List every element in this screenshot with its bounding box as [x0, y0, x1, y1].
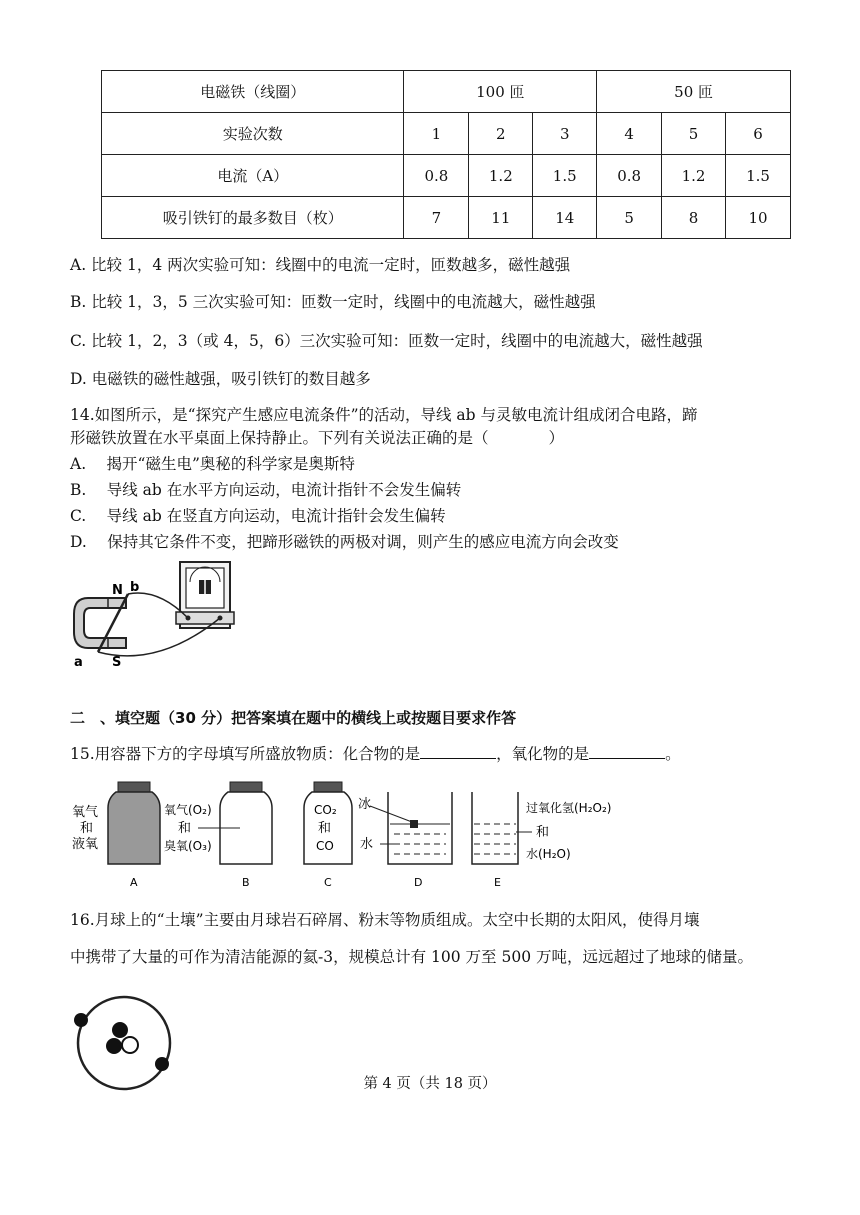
answer-blank — [420, 744, 496, 759]
horseshoe-magnet-icon — [74, 598, 126, 648]
container-c-label-1: CO₂ — [314, 803, 337, 817]
table-cell: 1.2 — [662, 155, 726, 197]
q15-prefix: 15.用容器下方的字母填写所盛放物质：化合物的是 — [70, 745, 421, 763]
container-d-label-2: 水 — [360, 837, 374, 852]
q16-line1: 16.月球上的“土壤”主要由月球岩石碎屑、粉末等物质组成。太空中长期的太阳风，使得月壤 — [70, 911, 700, 929]
q13-option-d: D. 电磁铁的磁性越强，吸引铁钉的数目越多 — [70, 370, 371, 388]
q14-stem-prefix: 形磁铁放置在水平桌面上保持静止。下列有关说法正确的是（ — [70, 429, 489, 447]
table-cell: 11 — [469, 197, 533, 239]
container-c-label-3: CO — [316, 839, 334, 853]
container-c-letter: C — [324, 876, 332, 889]
table-cell: 5 — [662, 113, 726, 155]
table-row — [102, 71, 791, 113]
q13-option-a: A. 比较 1，4 两次实验可知：线圈中的电流一定时，匝数越多，磁性越强 — [70, 256, 571, 274]
q14-option-a: A. 揭开“磁生电”奥秘的科学家是奥斯特 — [70, 455, 355, 473]
pole-s-label: S — [112, 655, 122, 670]
q14-stem-line1: 14.如图所示，是“探究产生感应电流条件”的活动，导线 ab 与灵敏电流计组成闭合电路，蹄 — [70, 406, 698, 424]
answer-blank — [589, 744, 665, 759]
container-b-icon — [164, 782, 272, 889]
container-b-label-3: 臭氧(O₃) — [164, 839, 212, 853]
table-cell: 2 — [469, 113, 533, 155]
q14-option-b: B. 导线 ab 在水平方向运动，电流计指针不会发生偏转 — [70, 481, 462, 499]
experiment-table — [101, 70, 791, 239]
q14-option-c: C. 导线 ab 在竖直方向运动，电流计指针会发生偏转 — [70, 507, 446, 525]
table-row — [102, 155, 791, 197]
table-cell: 0.8 — [597, 155, 662, 197]
table-cell: 电流（A） — [102, 155, 404, 197]
container-e-letter: E — [494, 876, 501, 889]
container-a-label-1: 氧气 — [72, 805, 99, 820]
table-cell: 14 — [533, 197, 597, 239]
induction-experiment-figure — [68, 558, 238, 674]
page-footer: 第 4 页（共 18 页） — [363, 1076, 497, 1092]
table-cell: 3 — [533, 113, 597, 155]
container-e-icon — [472, 792, 611, 889]
q16-line2: 中携带了大量的可作为清洁能源的氦-3，规模总计有 100 万至 500 万吨，远远超过了地球的储量。 — [70, 948, 753, 966]
q15-suffix: 。 — [665, 745, 681, 763]
container-d-letter: D — [414, 876, 423, 889]
table-cell: 0.8 — [404, 155, 469, 197]
pole-n-label: N — [112, 583, 123, 598]
table-cell: 1.5 — [726, 155, 791, 197]
table-cell: 4 — [597, 113, 662, 155]
container-e-label-1: 过氧化氢(H₂O₂) — [526, 801, 612, 815]
table-row — [102, 197, 791, 239]
container-a-letter: A — [130, 876, 138, 889]
q15-stem — [70, 742, 681, 764]
table-cell: 7 — [404, 197, 469, 239]
table-cell: 1.5 — [533, 155, 597, 197]
table-cell: 100 匝 — [404, 71, 597, 113]
table-cell: 6 — [726, 113, 791, 155]
q13-option-c: C. 比较 1，2，3（或 4，5，6）三次实验可知：匝数一定时，线圈中的电流越大，磁性越强 — [70, 332, 703, 350]
table-cell: 10 — [726, 197, 791, 239]
container-e-label-3: 水(H₂O) — [526, 847, 571, 861]
container-c-icon — [304, 782, 352, 889]
wire-a-label: a — [74, 655, 83, 670]
container-c-label-2: 和 — [318, 821, 332, 836]
table-cell: 1 — [404, 113, 469, 155]
container-b-letter: B — [242, 876, 250, 889]
section-heading: 二 、填空题（30 分）把答案填在题中的横线上或按题目要求作答 — [70, 709, 517, 727]
wire-b-label: b — [130, 580, 140, 595]
table-cell: 电磁铁（线圈） — [102, 71, 404, 113]
q14-option-d: D. 保持其它条件不变，把蹄形磁铁的两极对调，则产生的感应电流方向会改变 — [70, 533, 619, 551]
table-cell: 8 — [662, 197, 726, 239]
q14-stem-line2 — [70, 426, 564, 448]
container-a-label-3: 液氧 — [72, 837, 99, 852]
container-b-label-1: 氧气(O₂) — [164, 803, 212, 817]
table-cell: 吸引铁钉的最多数目（枚） — [102, 197, 404, 239]
q15-middle: ，氧化物的是 — [496, 745, 590, 763]
table-cell: 1.2 — [469, 155, 533, 197]
table-row — [102, 113, 791, 155]
containers-figure — [70, 780, 630, 892]
table-cell: 实验次数 — [102, 113, 404, 155]
container-d-icon — [358, 792, 452, 889]
container-d-label-1: 冰 — [358, 797, 372, 812]
container-a-label-2: 和 — [80, 821, 94, 836]
q14-stem-suffix: ） — [548, 429, 565, 447]
table-cell: 5 — [597, 197, 662, 239]
container-b-label-2: 和 — [178, 821, 192, 836]
container-e-label-2: 和 — [536, 825, 550, 840]
container-a-icon — [72, 782, 160, 889]
q13-option-b: B. 比较 1，3，5 三次实验可知：匝数一定时，线圈中的电流越大，磁性越强 — [70, 293, 596, 311]
table-cell: 50 匝 — [597, 71, 791, 113]
